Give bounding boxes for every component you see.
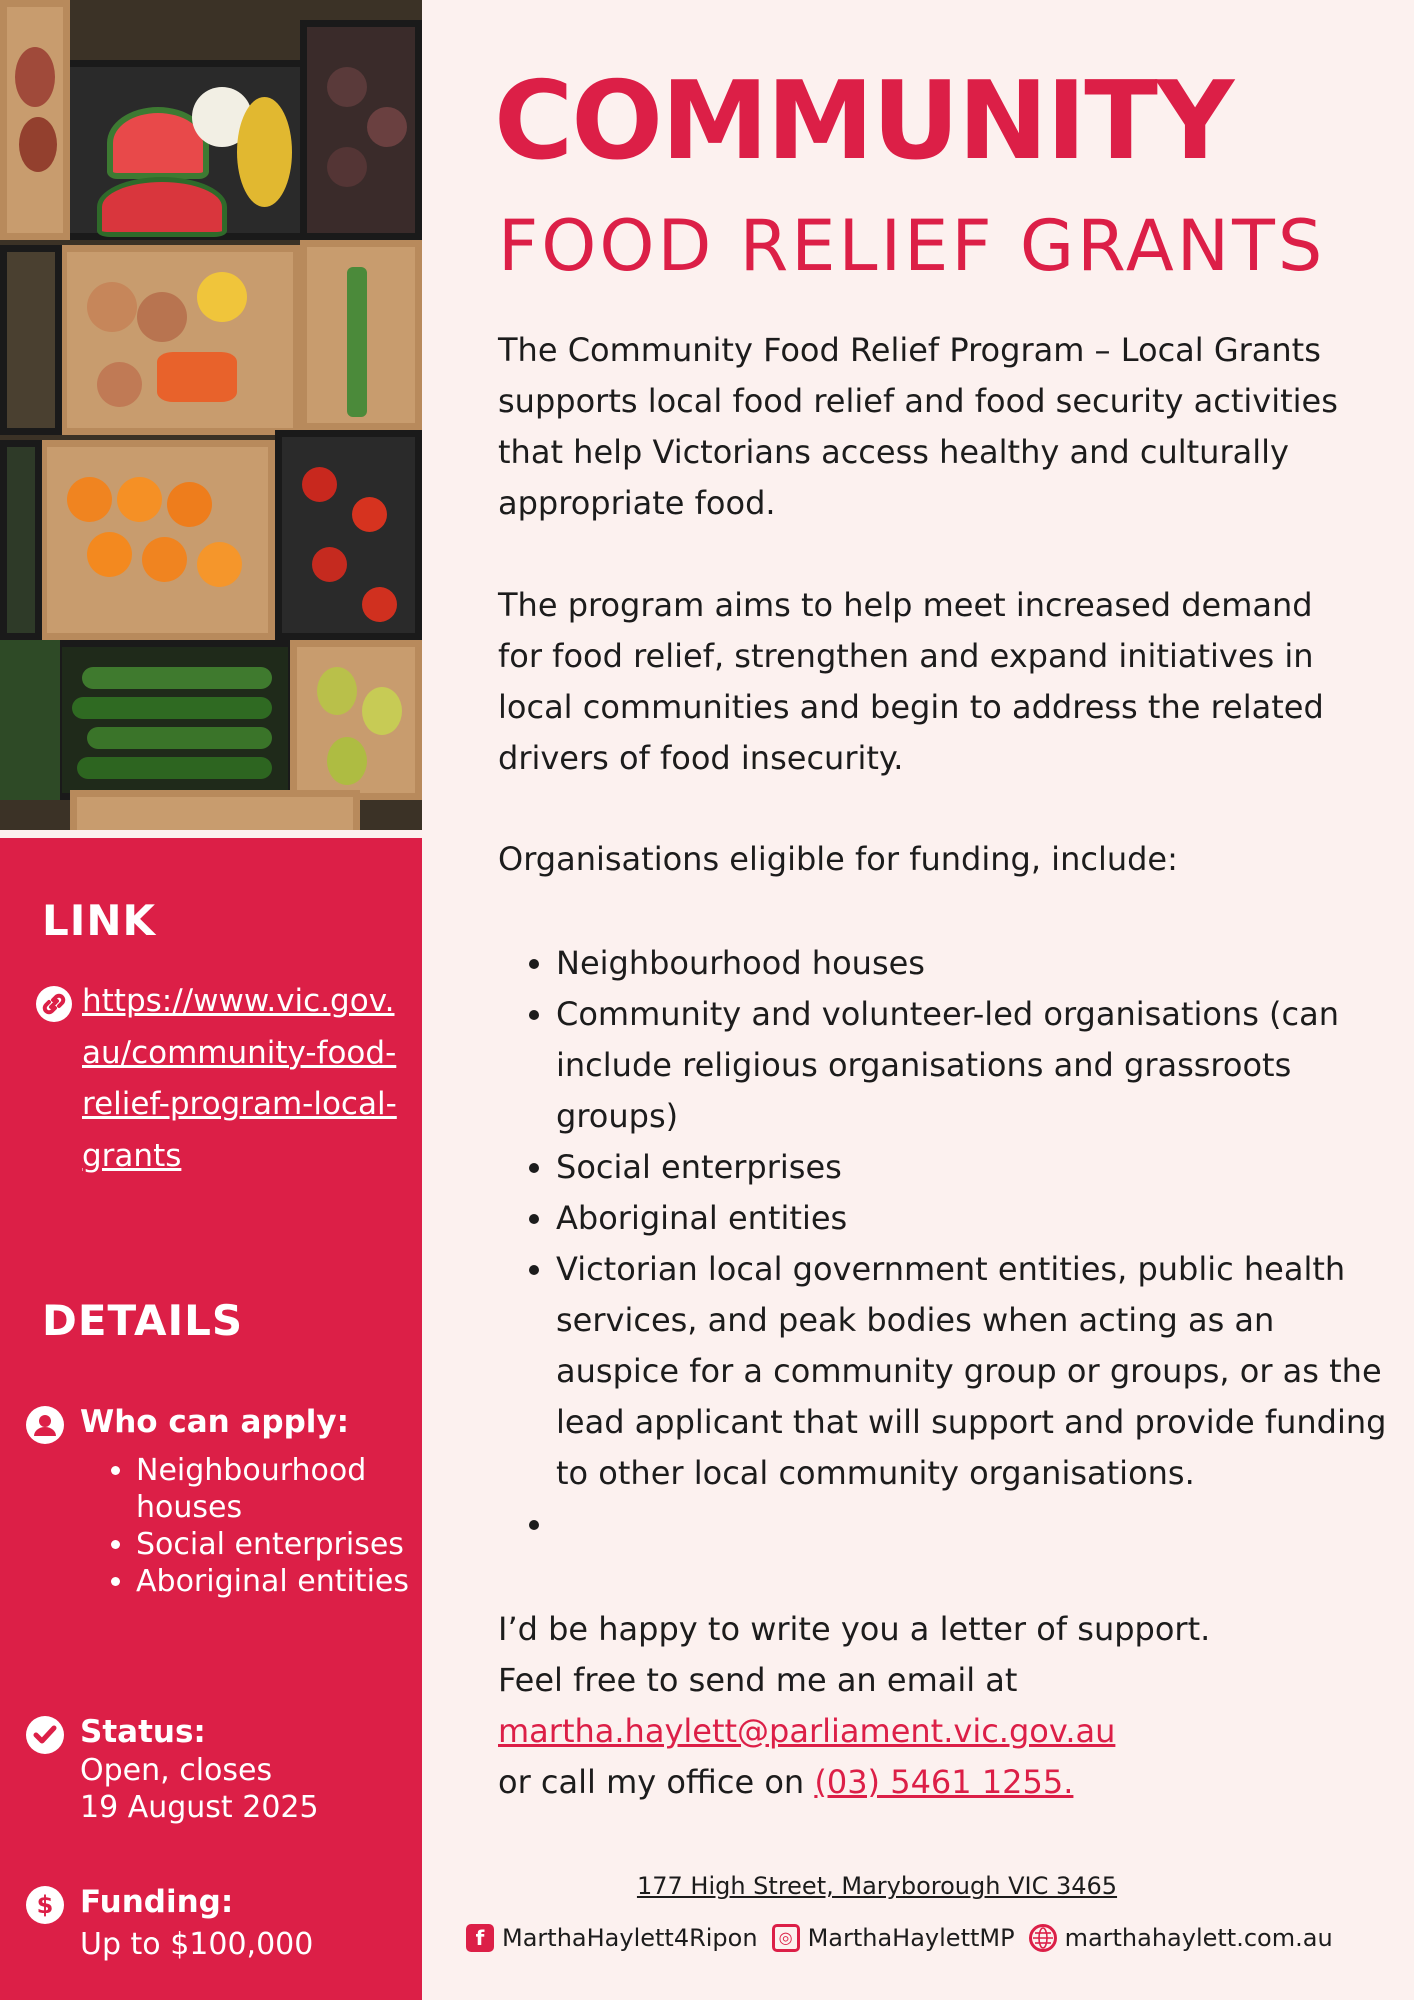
crate-tomatoes [275,430,422,640]
link-heading: LINK [42,896,157,945]
user-icon [26,1406,64,1444]
list-item: • Social enterprises [136,1526,436,1563]
page-subtitle: FOOD RELIEF GRANTS [498,205,1326,287]
facebook-handle[interactable]: MarthaHaylett4Ripon [502,1924,758,1952]
list-item: • Social enterprises [556,1142,1406,1193]
status-line1: Open, closes [80,1753,273,1788]
intro-paragraph-1: The Community Food Relief Program – Local Grants supports local food relief and food security activities that help Victorians access healthy and culturally appropriate food. [498,331,1338,522]
facebook-icon: f [466,1924,494,1952]
crate-watermelon [60,60,310,240]
funding-value: Up to $100,000 [80,1927,314,1962]
list-item: • Neighbourhood houses [556,938,1406,989]
phone-prefix: or call my office on [498,1763,815,1801]
social-links [466,1918,1347,1958]
contact-line1: I’d be happy to write you a letter of support. [498,1610,1211,1648]
crate-onions [60,245,300,435]
check-icon [26,1716,64,1754]
email-link[interactable]: martha.haylett@parliament.vic.gov.au [498,1712,1116,1750]
website-link[interactable]: marthahaylett.com.au [1064,1924,1333,1952]
crate-oranges [40,440,275,640]
list-item: • Aboriginal entities [556,1193,1406,1244]
crate-pears [290,640,422,800]
instagram-icon: ◎ [772,1924,800,1952]
list-item: • Community and volunteer-led organisations (can include religious organisations and grassroots groups) [556,989,1406,1142]
produce-photo [0,0,422,830]
details-heading: DETAILS [42,1296,244,1345]
crate-cucumbers [55,640,295,800]
sidebar [0,838,422,2000]
instagram-handle[interactable]: MarthaHaylettMP [807,1924,1015,1952]
status-line2: 19 August 2025 [80,1790,319,1825]
who-can-apply-list [98,1452,436,1600]
eligible-list [498,938,1406,1550]
crate-herbs [0,640,60,800]
intro-paragraph-2: The program aims to help meet increased demand for food relief, strengthen and expand initiatives in local communities and begin to address the related drivers of food insecurity. [498,586,1324,777]
eligible-heading: Organisations eligible for funding, include: [498,840,1178,878]
list-item: • Victorian local government entities, public health services, and peak bodies when acting as an auspice for a community group or groups, or as the lead applicant that will support and provide funding to other local community organisations. [556,1244,1406,1499]
page-title: COMMUNITY [494,59,1233,184]
crate-leaf [0,440,42,640]
globe-icon [1029,1924,1057,1952]
crate-sweet-potato [0,0,70,240]
list-item [556,1499,1406,1550]
funding-label: Funding: [80,1884,234,1920]
contact-line2: Feel free to send me an email at [498,1661,1018,1699]
crate-greens [300,240,422,430]
link-icon [36,986,72,1022]
phone-link[interactable]: (03) 5461 1255. [814,1763,1074,1801]
dollar-icon: $ [26,1886,64,1924]
status-label: Status: [80,1714,206,1750]
grant-link[interactable]: https://www.vic.gov.au/community-food-relief-program-local-grants [82,983,397,1174]
crate-passionfruit [300,20,422,240]
list-item: • Aboriginal entities [136,1563,436,1600]
list-item: • Neighbourhood houses [136,1452,436,1526]
crate-bottom [70,790,360,830]
who-can-apply-label: Who can apply: [80,1404,350,1440]
contact-block [498,1604,1348,1808]
crate-kiwi [0,245,62,435]
office-address[interactable]: 177 High Street, Maryborough VIC 3465 [636,1872,1118,1900]
